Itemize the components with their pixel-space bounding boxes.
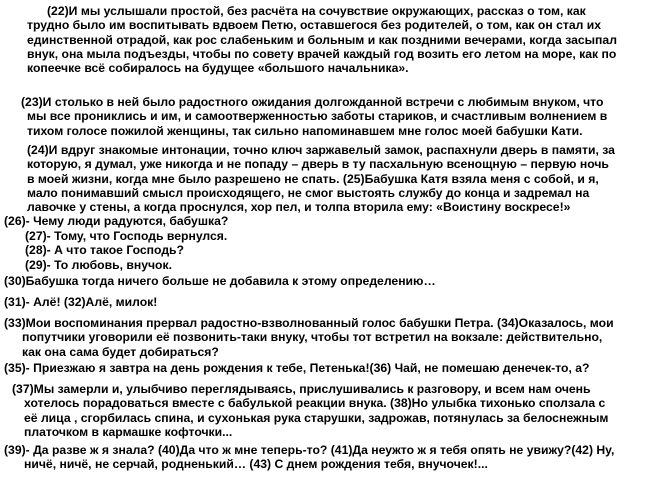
text-line: (29)- То любовь, внучок.: [25, 257, 172, 272]
text-line: хотелось порадоваться вместе с бабулькой реакции внука. (38)Но улыбка тихонько сползала с: [24, 396, 606, 411]
text-line: её лица , сгорбилась спина, и сухонькая рука старушки, задрожав, потянулась за белоснежным: [24, 410, 609, 425]
text-line: (39)- Да разве ж я знала? (40)Да что ж мне теперь-то? (41)Да неужто ж я тебя опять не увижу?(42) Ну,: [4, 443, 615, 457]
text-line: (22)И мы услышали простой, без расчёта на сочувствие окружающих, рассказ о том, как: [47, 4, 586, 18]
dialogue-31: [4, 295, 157, 309]
paragraph-22: [27, 4, 617, 76]
dialogue-35: [4, 361, 589, 375]
text-line: платочком в кармашке кофточки...: [24, 424, 233, 439]
text-line: в моей жизни, когда мне было разрешено не спать. (25)Бабушка Катя взяла меня с собой, и я,: [27, 171, 599, 186]
text-line: (28)- А что такое Господь?: [25, 243, 184, 258]
text-line: как она сама будет добираться?: [22, 344, 219, 359]
text-line: (33)Мои воспоминания прервал радостно-взволнованный голос бабушки Петра. (34)Оказалось, мои: [4, 316, 614, 330]
text-line: внук, она мыла подъезды, чтобы по совету врачей каждый год возить его летом на море, как по: [27, 46, 617, 61]
paragraph-24: [27, 143, 615, 214]
paragraph-30: [4, 274, 436, 288]
text-line: (27)- Тому, что Господь вернулся.: [25, 229, 228, 243]
dialogue-26: [4, 214, 228, 228]
text-line: (35)- Приезжаю я завтра на день рождения к тебе, Петенька!(36) Чай, не помешаю денечек-то, а?: [4, 361, 590, 375]
text-line: (26)- Чему люди радуются, бабушка?: [4, 214, 229, 228]
paragraph-23: [21, 95, 607, 138]
text-line: лавочке у стены, а когда проснулся, хор пел, и толпа вторила ему: «Воистину воскресе!»: [27, 200, 571, 215]
text-line: (23)И столько в ней было радостного ожидания долгожданной встречи с любимым внуком, что: [21, 95, 604, 109]
text-line: копеечке всё собиралось на будущее «большого начальника».: [27, 61, 409, 76]
text-line: (30)Бабушка тогда ничего больше не добавила к этому определению…: [4, 274, 436, 288]
text-line: единственной отрадой, как рос слабеньким и больным и как поздними вечерами, когда засыпал: [27, 32, 617, 47]
text-line: (31)- Алё! (32)Алё, милок!: [4, 295, 158, 309]
text-line: трудно было им воспитывать вдвоем Петю, оставшегося без родителей, о том, как он стал их: [27, 18, 602, 33]
text-line: мы все прониклись и им, и самоотверженностью заботы стариков, и счастливым волнением в: [27, 109, 608, 124]
text-line: попутчики уговорили её позвонить-таки внуку, чтобы тот встретил на вокзале: действительно,: [22, 330, 603, 345]
text-line: мало понимавший смысл происходящего, не смог выстоять службу до конца и задремал на: [27, 185, 590, 200]
text-line: которую, я думал, уже никогда и не попаду – дверь в ту пасхальную всенощную – первую ночь: [27, 157, 609, 172]
text-line: ничё, ничё, не серчай, родненький… (43) С днем рождения тебя, внучочек!...: [24, 457, 488, 472]
paragraph-37: [12, 382, 608, 439]
paragraph-33: [4, 316, 614, 359]
dialogue-27-29: [25, 229, 227, 272]
text-line: тихом голосе пожилой женщины, так сильно напоминавшем мне голос моей бабушки Кати.: [27, 123, 583, 138]
dialogue-39: [4, 443, 614, 472]
text-line: (37)Мы замерли и, улыбчиво переглядываясь, прислушивались к разговору, и всем нам очень: [12, 382, 591, 396]
text-line: (24)И вдруг знакомые интонации, точно ключ заржавелый замок, распахнули дверь в памяти, за: [27, 143, 615, 157]
